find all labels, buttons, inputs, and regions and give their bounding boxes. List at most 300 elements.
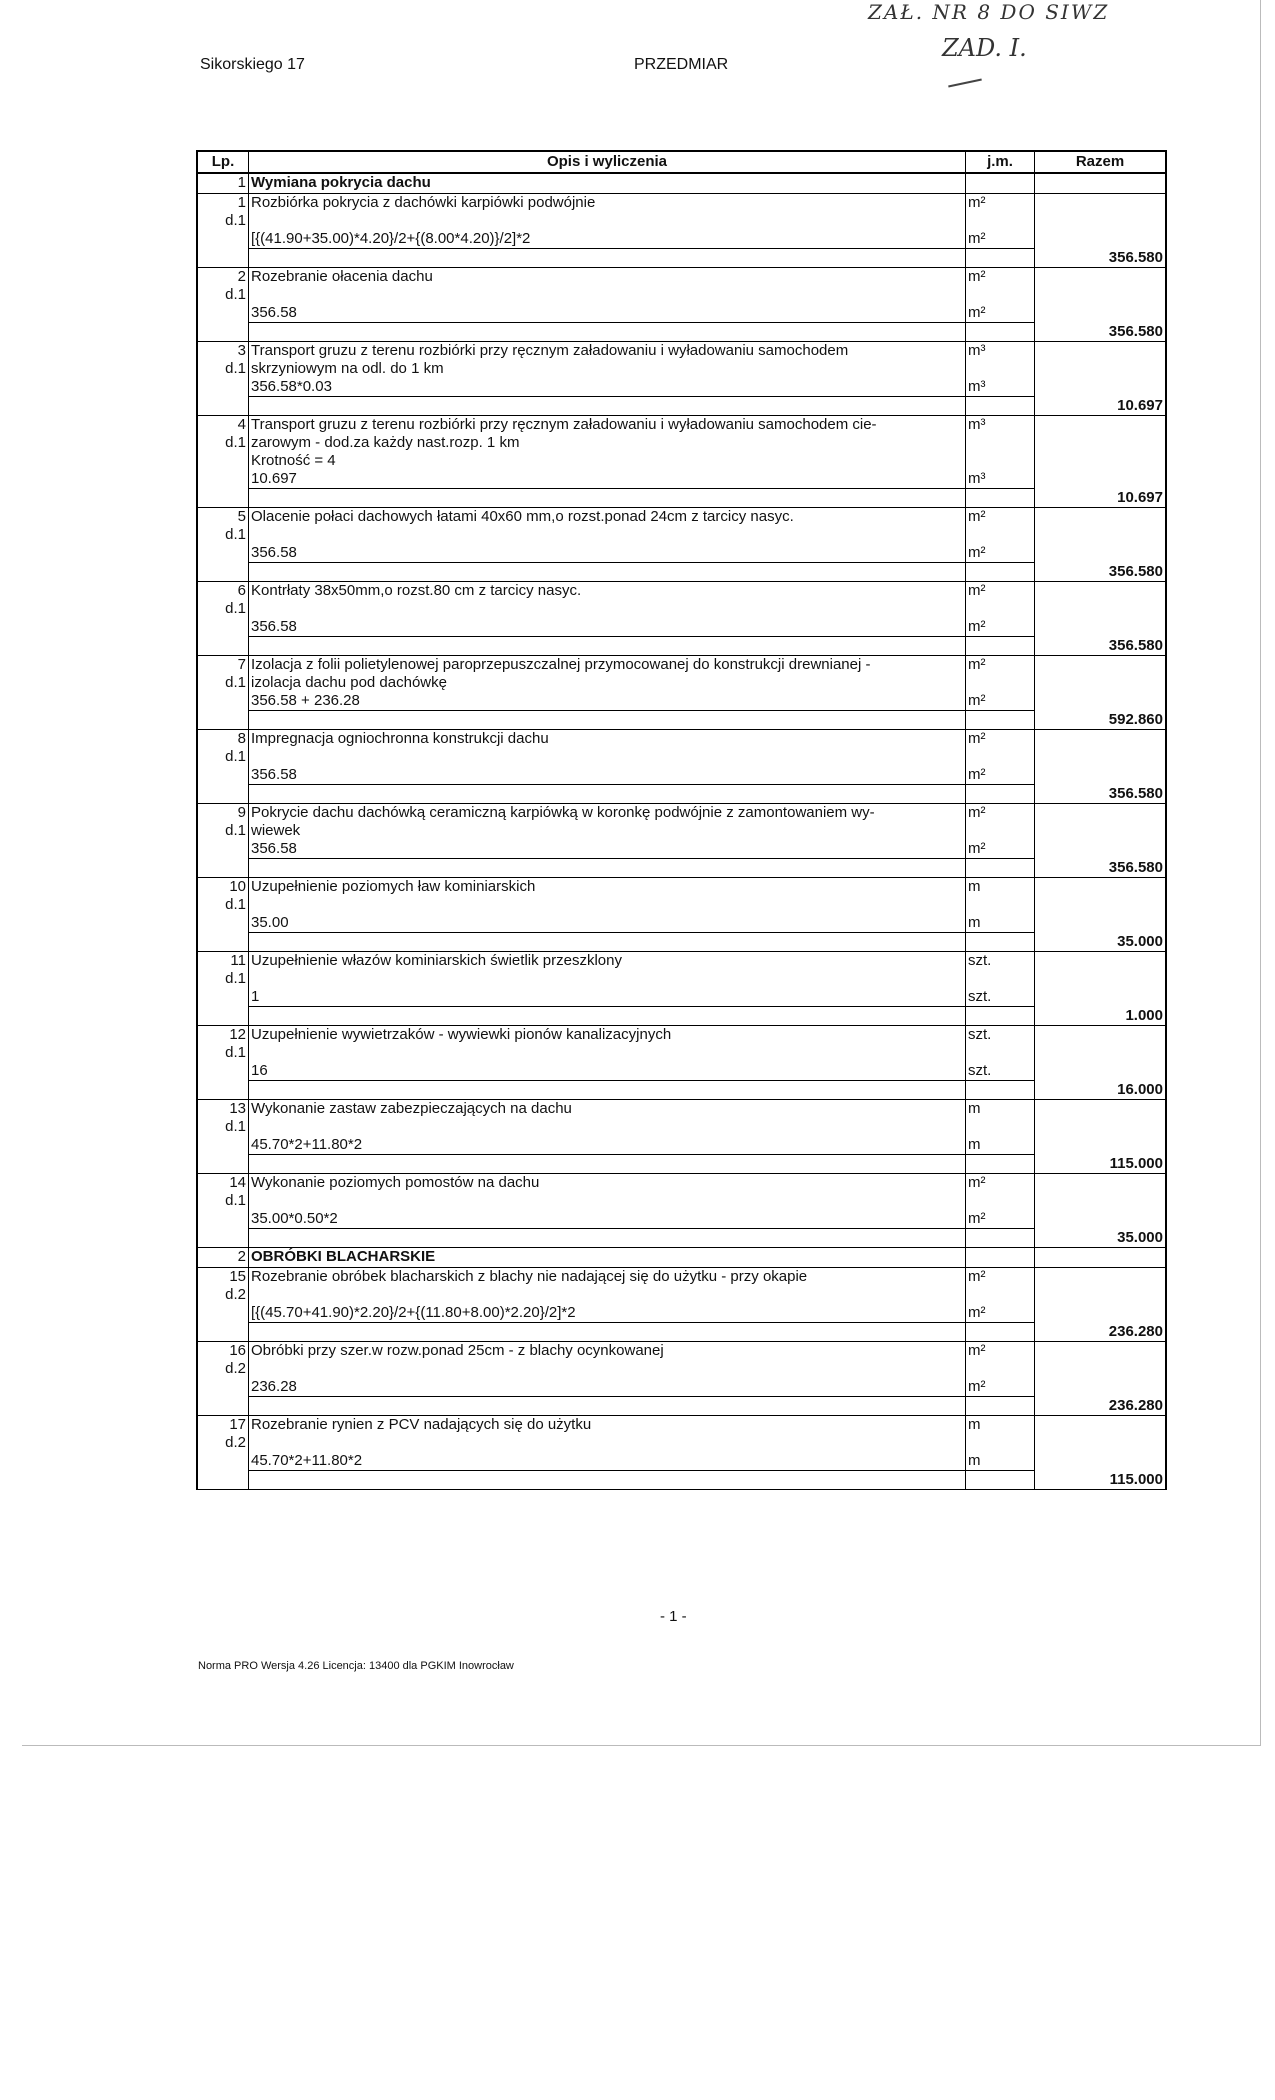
section-title: OBRÓBKI BLACHARSKIE xyxy=(249,1248,966,1268)
unit-cell xyxy=(966,173,1035,194)
item-row xyxy=(197,878,1166,897)
item-description xyxy=(249,1118,966,1136)
section-number: 1 xyxy=(197,173,249,194)
unit-cell xyxy=(966,822,1035,840)
item-number: 5 xyxy=(197,508,249,527)
lp-cell xyxy=(197,914,249,933)
lp-cell xyxy=(197,785,249,804)
item-row-continued xyxy=(197,674,1166,692)
item-description xyxy=(249,1044,966,1062)
item-description xyxy=(249,1360,966,1378)
calculation-row xyxy=(197,1062,1166,1081)
total-cell xyxy=(1035,194,1167,213)
item-total: 356.580 xyxy=(1035,323,1167,342)
table-header-row xyxy=(197,151,1166,173)
item-total: 356.580 xyxy=(1035,637,1167,656)
item-description xyxy=(249,970,966,988)
lp-cell xyxy=(197,1081,249,1100)
calculation-unit: szt. xyxy=(966,988,1035,1007)
unit-cell xyxy=(966,1155,1035,1174)
total-row xyxy=(197,1007,1166,1026)
lp-cell xyxy=(197,544,249,563)
lp-cell xyxy=(197,563,249,582)
unit-cell xyxy=(966,1248,1035,1268)
header-title: PRZEDMIAR xyxy=(634,56,729,73)
item-description: izolacja dachu pod dachówkę xyxy=(249,674,966,692)
item-row xyxy=(197,194,1166,213)
total-cell xyxy=(1035,1416,1167,1435)
item-unit: m² xyxy=(966,582,1035,601)
item-code: d.1 xyxy=(197,674,249,692)
item-number: 15 xyxy=(197,1268,249,1287)
item-row-continued xyxy=(197,896,1166,914)
total-cell xyxy=(1035,360,1167,378)
lp-cell xyxy=(197,1210,249,1229)
item-total: 115.000 xyxy=(1035,1155,1167,1174)
item-row xyxy=(197,508,1166,527)
total-cell xyxy=(1035,268,1167,287)
item-row xyxy=(197,730,1166,749)
item-description: Uzupełnienie poziomych ław kominiarskich xyxy=(249,878,966,897)
description-cell xyxy=(249,785,966,804)
item-calculation: 356.58 xyxy=(249,840,966,859)
calculation-unit: m xyxy=(966,1136,1035,1155)
calculation-row xyxy=(197,840,1166,859)
item-number: 7 xyxy=(197,656,249,675)
lp-cell xyxy=(197,1397,249,1416)
item-description: zarowym - dod.za każdy nast.rozp. 1 km xyxy=(249,434,966,452)
calculation-unit: m xyxy=(966,914,1035,933)
unit-cell xyxy=(966,323,1035,342)
item-calculation: 35.00 xyxy=(249,914,966,933)
total-cell xyxy=(1035,748,1167,766)
calculation-unit: m² xyxy=(966,1210,1035,1229)
lp-cell xyxy=(197,230,249,249)
total-cell xyxy=(1035,1304,1167,1323)
item-total: 236.280 xyxy=(1035,1323,1167,1342)
item-calculation: [{(45.70+41.90)*2.20}/2+{(11.80+8.00)*2.20}/2]*2 xyxy=(249,1304,966,1323)
item-calculation: 236.28 xyxy=(249,1378,966,1397)
item-description xyxy=(249,600,966,618)
item-calculation: 356.58 xyxy=(249,766,966,785)
description-cell xyxy=(249,711,966,730)
item-row-continued xyxy=(197,1360,1166,1378)
item-code: d.2 xyxy=(197,1434,249,1452)
item-unit: m² xyxy=(966,730,1035,749)
item-number: 9 xyxy=(197,804,249,823)
calculation-row xyxy=(197,914,1166,933)
unit-cell xyxy=(966,1081,1035,1100)
item-code: d.1 xyxy=(197,1118,249,1136)
total-cell xyxy=(1035,1268,1167,1287)
lp-cell xyxy=(197,1155,249,1174)
total-cell xyxy=(1035,1210,1167,1229)
total-row xyxy=(197,1155,1166,1174)
item-description: Impregnacja ogniochronna konstrukcji dachu xyxy=(249,730,966,749)
item-total: 16.000 xyxy=(1035,1081,1167,1100)
item-total: 356.580 xyxy=(1035,563,1167,582)
item-total: 592.860 xyxy=(1035,711,1167,730)
item-code: d.1 xyxy=(197,970,249,988)
total-row xyxy=(197,637,1166,656)
software-license-note: Norma PRO Wersja 4.26 Licencja: 13400 dla PGKIM Inowrocław xyxy=(198,1660,514,1672)
lp-cell xyxy=(197,637,249,656)
item-unit: szt. xyxy=(966,1026,1035,1045)
item-row xyxy=(197,1100,1166,1119)
description-cell xyxy=(249,563,966,582)
lp-cell xyxy=(197,692,249,711)
item-number: 8 xyxy=(197,730,249,749)
item-number: 17 xyxy=(197,1416,249,1435)
unit-cell xyxy=(966,489,1035,508)
unit-cell xyxy=(966,452,1035,470)
total-row xyxy=(197,1229,1166,1248)
total-cell xyxy=(1035,1136,1167,1155)
total-cell xyxy=(1035,804,1167,823)
item-code: d.1 xyxy=(197,526,249,544)
item-row-continued xyxy=(197,1118,1166,1136)
item-description: Olacenie połaci dachowych łatami 40x60 mm,o rozst.ponad 24cm z tarcicy nasyc. xyxy=(249,508,966,527)
item-calculation: 45.70*2+11.80*2 xyxy=(249,1452,966,1471)
total-cell xyxy=(1035,508,1167,527)
col-header-lp: Lp. xyxy=(197,151,249,173)
total-cell xyxy=(1035,656,1167,675)
lp-cell xyxy=(197,766,249,785)
item-description xyxy=(249,286,966,304)
lp-cell xyxy=(197,378,249,397)
total-cell xyxy=(1035,230,1167,249)
item-row-continued xyxy=(197,1192,1166,1210)
col-header-total: Razem xyxy=(1035,151,1167,173)
item-row xyxy=(197,1416,1166,1435)
item-row-continued xyxy=(197,360,1166,378)
item-row xyxy=(197,342,1166,361)
item-number: 6 xyxy=(197,582,249,601)
calculation-unit: m² xyxy=(966,840,1035,859)
description-cell xyxy=(249,1229,966,1248)
item-description xyxy=(249,748,966,766)
item-total: 1.000 xyxy=(1035,1007,1167,1026)
item-description: Rozbiórka pokrycia z dachówki karpiówki podwójnie xyxy=(249,194,966,213)
total-cell xyxy=(1035,582,1167,601)
item-total: 356.580 xyxy=(1035,859,1167,878)
unit-cell xyxy=(966,1118,1035,1136)
item-row xyxy=(197,268,1166,287)
total-cell xyxy=(1035,730,1167,749)
item-calculation: 10.697 xyxy=(249,470,966,489)
total-row xyxy=(197,397,1166,416)
total-cell xyxy=(1035,822,1167,840)
lp-cell xyxy=(197,1136,249,1155)
item-row-continued xyxy=(197,286,1166,304)
item-calculation: 356.58 xyxy=(249,304,966,323)
item-row xyxy=(197,1268,1166,1287)
item-unit: m³ xyxy=(966,416,1035,435)
calculation-unit: m³ xyxy=(966,470,1035,489)
item-row-continued xyxy=(197,1286,1166,1304)
unit-cell xyxy=(966,933,1035,952)
calculation-row xyxy=(197,470,1166,489)
total-cell xyxy=(1035,434,1167,452)
item-total: 356.580 xyxy=(1035,785,1167,804)
total-cell xyxy=(1035,1118,1167,1136)
description-cell xyxy=(249,1155,966,1174)
total-cell xyxy=(1035,988,1167,1007)
item-row xyxy=(197,1174,1166,1193)
total-cell xyxy=(1035,286,1167,304)
item-description: skrzyniowym na odl. do 1 km xyxy=(249,360,966,378)
total-row xyxy=(197,711,1166,730)
unit-cell xyxy=(966,1007,1035,1026)
total-cell xyxy=(1035,914,1167,933)
unit-cell xyxy=(966,748,1035,766)
item-total: 356.580 xyxy=(1035,249,1167,268)
total-cell xyxy=(1035,878,1167,897)
item-number: 1 xyxy=(197,194,249,213)
item-row xyxy=(197,582,1166,601)
total-cell xyxy=(1035,1044,1167,1062)
item-code: d.1 xyxy=(197,212,249,230)
lp-cell xyxy=(197,1471,249,1490)
item-number: 11 xyxy=(197,952,249,971)
calculation-unit: m² xyxy=(966,544,1035,563)
item-calculation: 16 xyxy=(249,1062,966,1081)
lp-cell xyxy=(197,397,249,416)
item-row xyxy=(197,1342,1166,1361)
total-row xyxy=(197,563,1166,582)
section-row xyxy=(197,173,1166,194)
lp-cell xyxy=(197,933,249,952)
total-row xyxy=(197,1471,1166,1490)
item-description xyxy=(249,212,966,230)
total-row xyxy=(197,859,1166,878)
item-unit: szt. xyxy=(966,952,1035,971)
item-total: 35.000 xyxy=(1035,1229,1167,1248)
total-cell xyxy=(1035,1100,1167,1119)
calculation-row xyxy=(197,230,1166,249)
unit-cell xyxy=(966,1044,1035,1062)
calculation-row xyxy=(197,1378,1166,1397)
item-description: Rozebranie obróbek blacharskich z blachy nie nadającej się do użytku - przy okapie xyxy=(249,1268,966,1287)
total-cell xyxy=(1035,1360,1167,1378)
lp-cell xyxy=(197,1378,249,1397)
description-cell xyxy=(249,1007,966,1026)
lp-cell xyxy=(197,323,249,342)
unit-cell xyxy=(966,249,1035,268)
description-cell xyxy=(249,1081,966,1100)
item-number: 4 xyxy=(197,416,249,435)
lp-cell xyxy=(197,489,249,508)
description-cell xyxy=(249,489,966,508)
lp-cell xyxy=(197,452,249,470)
unit-cell xyxy=(966,785,1035,804)
calculation-row xyxy=(197,1452,1166,1471)
total-cell xyxy=(1035,952,1167,971)
calculation-row xyxy=(197,304,1166,323)
item-code: d.1 xyxy=(197,600,249,618)
total-cell xyxy=(1035,526,1167,544)
item-row-continued xyxy=(197,526,1166,544)
item-description: Rozebranie rynien z PCV nadających się do użytku xyxy=(249,1416,966,1435)
lp-cell xyxy=(197,840,249,859)
unit-cell xyxy=(966,1286,1035,1304)
calculation-row xyxy=(197,766,1166,785)
item-unit: m xyxy=(966,1100,1035,1119)
unit-cell xyxy=(966,434,1035,452)
total-cell xyxy=(1035,1434,1167,1452)
item-total: 35.000 xyxy=(1035,933,1167,952)
description-cell xyxy=(249,1471,966,1490)
lp-cell xyxy=(197,988,249,1007)
total-row xyxy=(197,323,1166,342)
item-calculation: 356.58 + 236.28 xyxy=(249,692,966,711)
section-number: 2 xyxy=(197,1248,249,1268)
description-cell xyxy=(249,637,966,656)
item-row xyxy=(197,804,1166,823)
item-unit: m² xyxy=(966,194,1035,213)
item-description xyxy=(249,526,966,544)
unit-cell xyxy=(966,970,1035,988)
description-cell xyxy=(249,859,966,878)
total-row xyxy=(197,489,1166,508)
total-row xyxy=(197,933,1166,952)
item-number: 2 xyxy=(197,268,249,287)
item-unit: m² xyxy=(966,656,1035,675)
calculation-row xyxy=(197,1304,1166,1323)
item-description: Izolacja z folii polietylenowej paroprzepuszczalnej przymocowanej do konstrukcji drewnianej - xyxy=(249,656,966,675)
item-number: 16 xyxy=(197,1342,249,1361)
calculation-row xyxy=(197,618,1166,637)
item-description: Krotność = 4 xyxy=(249,452,966,470)
bill-of-quantities-table xyxy=(196,150,1167,1490)
lp-cell xyxy=(197,1062,249,1081)
total-cell xyxy=(1035,1062,1167,1081)
item-unit: m xyxy=(966,1416,1035,1435)
item-description xyxy=(249,1286,966,1304)
item-unit: m² xyxy=(966,1342,1035,1361)
lp-cell xyxy=(197,1007,249,1026)
unit-cell xyxy=(966,674,1035,692)
total-cell xyxy=(1035,342,1167,361)
item-total: 10.697 xyxy=(1035,397,1167,416)
unit-cell xyxy=(966,1471,1035,1490)
total-cell xyxy=(1035,544,1167,563)
total-cell xyxy=(1035,1452,1167,1471)
item-description: Transport gruzu z terenu rozbiórki przy ręcznym załadowaniu i wyładowaniu samochodem xyxy=(249,342,966,361)
item-description: Transport gruzu z terenu rozbiórki przy ręcznym załadowaniu i wyładowaniu samochodem cie- xyxy=(249,416,966,435)
lp-cell xyxy=(197,711,249,730)
unit-cell xyxy=(966,711,1035,730)
item-unit: m² xyxy=(966,1268,1035,1287)
total-cell xyxy=(1035,674,1167,692)
calculation-row xyxy=(197,1210,1166,1229)
calculation-unit: m³ xyxy=(966,378,1035,397)
lp-cell xyxy=(197,618,249,637)
item-code: d.1 xyxy=(197,434,249,452)
total-cell xyxy=(1035,173,1167,194)
item-row-continued xyxy=(197,822,1166,840)
unit-cell xyxy=(966,1360,1035,1378)
item-description xyxy=(249,1434,966,1452)
item-description: Obróbki przy szer.w rozw.ponad 25cm - z blachy ocynkowanej xyxy=(249,1342,966,1361)
item-description: wiewek xyxy=(249,822,966,840)
item-code: d.2 xyxy=(197,1286,249,1304)
item-code: d.1 xyxy=(197,748,249,766)
description-cell xyxy=(249,323,966,342)
lp-cell xyxy=(197,1323,249,1342)
item-code: d.1 xyxy=(197,360,249,378)
col-header-unit: j.m. xyxy=(966,151,1035,173)
item-row xyxy=(197,416,1166,435)
unit-cell xyxy=(966,526,1035,544)
item-unit: m³ xyxy=(966,342,1035,361)
description-cell xyxy=(249,933,966,952)
total-cell xyxy=(1035,896,1167,914)
total-row xyxy=(197,1323,1166,1342)
item-code: d.1 xyxy=(197,1044,249,1062)
item-number: 12 xyxy=(197,1026,249,1045)
item-row xyxy=(197,1026,1166,1045)
item-description: Rozebranie ołacenia dachu xyxy=(249,268,966,287)
item-calculation: 356.58 xyxy=(249,544,966,563)
lp-cell xyxy=(197,1229,249,1248)
total-cell xyxy=(1035,840,1167,859)
unit-cell xyxy=(966,1323,1035,1342)
item-unit: m² xyxy=(966,508,1035,527)
total-cell xyxy=(1035,1378,1167,1397)
calculation-unit: m² xyxy=(966,766,1035,785)
calculation-unit: m² xyxy=(966,618,1035,637)
description-cell xyxy=(249,1397,966,1416)
description-cell xyxy=(249,249,966,268)
unit-cell xyxy=(966,360,1035,378)
unit-cell xyxy=(966,637,1035,656)
calculation-unit: m² xyxy=(966,1378,1035,1397)
total-cell xyxy=(1035,416,1167,435)
unit-cell xyxy=(966,1434,1035,1452)
item-row-continued xyxy=(197,212,1166,230)
item-unit: m² xyxy=(966,804,1035,823)
item-number: 10 xyxy=(197,878,249,897)
unit-cell xyxy=(966,859,1035,878)
total-cell xyxy=(1035,692,1167,711)
total-row xyxy=(197,1081,1166,1100)
item-row-continued xyxy=(197,1044,1166,1062)
total-row xyxy=(197,785,1166,804)
item-total: 115.000 xyxy=(1035,1471,1167,1490)
item-description: Uzupełnienie wywietrzaków - wywiewki pionów kanalizacyjnych xyxy=(249,1026,966,1045)
item-row-continued xyxy=(197,748,1166,766)
unit-cell xyxy=(966,397,1035,416)
total-cell xyxy=(1035,1192,1167,1210)
total-cell xyxy=(1035,470,1167,489)
unit-cell xyxy=(966,1229,1035,1248)
item-row xyxy=(197,952,1166,971)
calculation-unit: m² xyxy=(966,692,1035,711)
total-cell xyxy=(1035,452,1167,470)
item-unit: m xyxy=(966,878,1035,897)
unit-cell xyxy=(966,1192,1035,1210)
lp-cell xyxy=(197,249,249,268)
item-description: Wykonanie zastaw zabezpieczających na dachu xyxy=(249,1100,966,1119)
total-cell xyxy=(1035,1248,1167,1268)
item-description xyxy=(249,1192,966,1210)
lp-cell xyxy=(197,1452,249,1471)
lp-cell xyxy=(197,470,249,489)
total-cell xyxy=(1035,1026,1167,1045)
total-cell xyxy=(1035,212,1167,230)
item-total: 236.280 xyxy=(1035,1397,1167,1416)
